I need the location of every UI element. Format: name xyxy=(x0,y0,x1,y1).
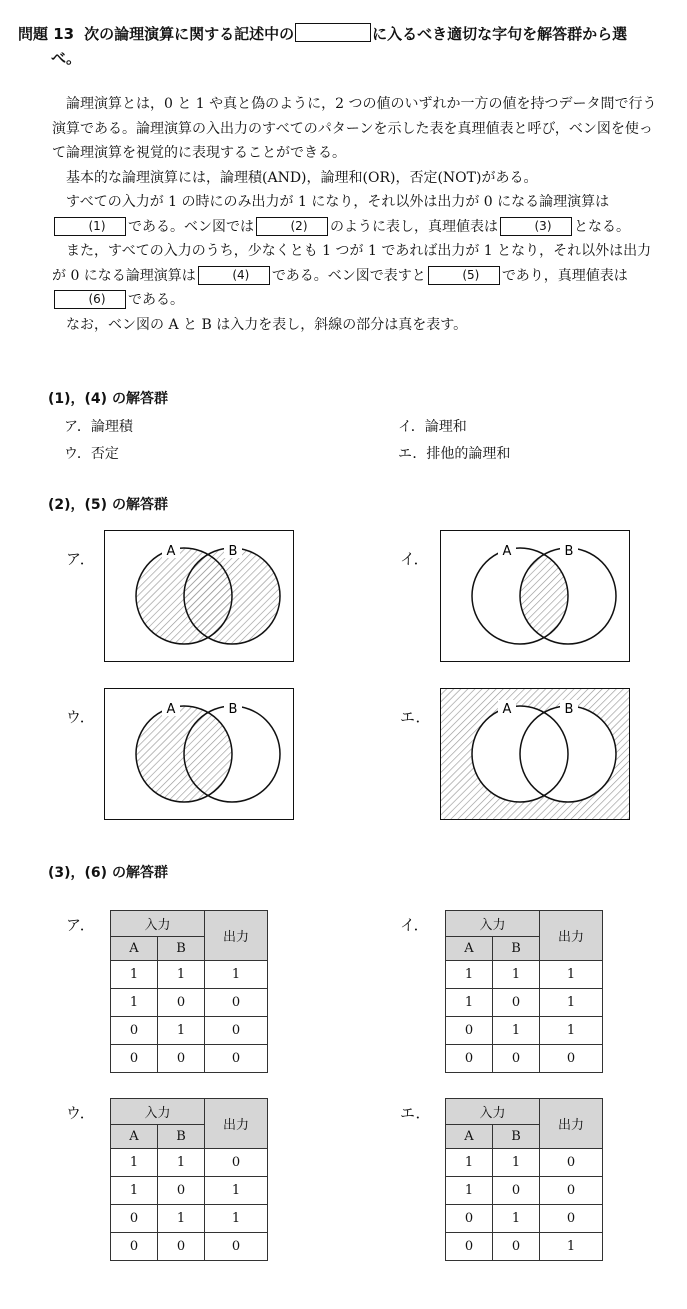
venn-a-diagram xyxy=(104,688,294,820)
group1-option-a: ア．論理積 xyxy=(64,419,133,435)
table-cell: 0 xyxy=(540,1045,603,1073)
table-row xyxy=(111,1233,268,1261)
table-cell: 1 xyxy=(540,989,603,1017)
question-title xyxy=(18,22,668,70)
table-cell: 0 xyxy=(540,1205,603,1233)
table-cell: 0 xyxy=(205,1149,268,1177)
venn-label-b: B xyxy=(564,702,574,717)
table-row xyxy=(111,1205,268,1233)
table-cell: 0 xyxy=(205,1233,268,1261)
table-cell: 0 xyxy=(493,1177,540,1205)
blank-2: (2) xyxy=(256,217,328,236)
table-cell: 1 xyxy=(493,961,540,989)
table-cell: 1 xyxy=(540,1233,603,1261)
table-row xyxy=(446,1017,603,1045)
header-col-a: A xyxy=(111,1125,158,1149)
table-cell: 1 xyxy=(111,1177,158,1205)
table-cell: 0 xyxy=(111,1045,158,1073)
table-cell: 0 xyxy=(493,989,540,1017)
table-cell: 0 xyxy=(446,1045,493,1073)
table-cell: 0 xyxy=(158,989,205,1017)
table-cell: 0 xyxy=(205,1017,268,1045)
header-output: 出力 xyxy=(205,911,268,961)
header-col-b: B xyxy=(158,1125,205,1149)
header-input: 入力 xyxy=(111,911,205,937)
table-cell: 0 xyxy=(158,1177,205,1205)
table-cell: 0 xyxy=(446,1205,493,1233)
venn-mark-u: ウ． xyxy=(66,708,95,726)
table-cell: 1 xyxy=(111,989,158,1017)
header-col-a: A xyxy=(446,1125,493,1149)
table-cell: 0 xyxy=(158,1045,205,1073)
table-row xyxy=(446,961,603,989)
header-output: 出力 xyxy=(540,911,603,961)
header-input: 入力 xyxy=(446,911,540,937)
table-cell: 0 xyxy=(446,1017,493,1045)
table-cell: 0 xyxy=(540,1149,603,1177)
table-cell: 0 xyxy=(111,1233,158,1261)
table-row xyxy=(111,1045,268,1073)
table-cell: 0 xyxy=(205,1045,268,1073)
table-cell: 0 xyxy=(205,989,268,1017)
table-cell: 1 xyxy=(493,1205,540,1233)
problem-body xyxy=(52,92,660,337)
table-row xyxy=(446,1045,603,1073)
header-output: 出力 xyxy=(205,1099,268,1149)
table-cell: 0 xyxy=(493,1233,540,1261)
blank-4: (4) xyxy=(198,266,270,285)
table-cell: 1 xyxy=(540,961,603,989)
header-col-b: B xyxy=(158,937,205,961)
table-cell: 1 xyxy=(493,1017,540,1045)
venn-label-a: A xyxy=(502,702,512,717)
table-cell: 1 xyxy=(205,1205,268,1233)
venn-label-a: A xyxy=(166,544,176,559)
paragraph-2: 基本的な論理演算には，論理積(AND)，論理和(OR)，否定(NOT)がある。 xyxy=(66,169,538,186)
header-input: 入力 xyxy=(446,1099,540,1125)
header-col-a: A xyxy=(446,937,493,961)
paragraph-3: すべての入力が 1 の時にのみ出力が 1 になり，それ以外は出力が 0 になる論理演算は(1) である。ベン図では (2) のように表し，真理値表は (3) となる。 xyxy=(52,190,660,239)
table-row xyxy=(446,1205,603,1233)
table-cell: 0 xyxy=(446,1233,493,1261)
question-text-b: に入るべき適切な字句を解答群から選 xyxy=(372,25,628,43)
table-cell: 0 xyxy=(158,1233,205,1261)
table-cell: 1 xyxy=(540,1017,603,1045)
table-cell: 1 xyxy=(158,961,205,989)
table-cell: 1 xyxy=(205,1177,268,1205)
table-mark-u: ウ． xyxy=(66,1104,95,1122)
blank-6: (6) xyxy=(54,290,126,309)
table-mark-e: エ． xyxy=(400,1104,431,1122)
header-input: 入力 xyxy=(111,1099,205,1125)
venn-mark-a: ア． xyxy=(66,550,95,568)
blank-3: (3) xyxy=(500,217,572,236)
title-blank-box xyxy=(295,23,371,42)
group3-heading: (3)，(6) の解答群 xyxy=(48,865,168,881)
table-cell: 0 xyxy=(111,1017,158,1045)
table-row xyxy=(111,989,268,1017)
venn-label-b: B xyxy=(228,702,238,717)
venn-nor-diagram xyxy=(440,688,630,820)
paragraph-4: また，すべての入力のうち，少なくとも 1 つが 1 であれば出力が 1 となり，それ以外は出力が 0 になる論理演算は (4) である。ベン図で表すと (5) であり，真理値表は(6) である。 xyxy=(52,243,652,308)
table-row xyxy=(446,1149,603,1177)
blank-5: (5) xyxy=(428,266,500,285)
table-row xyxy=(111,1177,268,1205)
group1-heading: (1)，(4) の解答群 xyxy=(48,391,168,407)
table-cell: 1 xyxy=(493,1149,540,1177)
venn-and-diagram xyxy=(440,530,630,662)
table-cell: 1 xyxy=(446,961,493,989)
table-cell: 0 xyxy=(493,1045,540,1073)
venn-mark-i: イ． xyxy=(400,550,429,568)
venn-label-a: A xyxy=(166,702,176,717)
question-text-c: べ。 xyxy=(51,49,82,67)
table-cell: 1 xyxy=(111,1149,158,1177)
paragraph-5: なお，ベン図の A と B は入力を表し，斜線の部分は真を表す。 xyxy=(66,316,468,333)
table-row xyxy=(446,1177,603,1205)
venn-mark-e: エ． xyxy=(400,708,431,726)
header-col-a: A xyxy=(111,937,158,961)
venn-label-b: B xyxy=(564,544,574,559)
blank-1: (1) xyxy=(54,217,126,236)
table-cell: 1 xyxy=(446,1149,493,1177)
venn-or-diagram xyxy=(104,530,294,662)
truth-table xyxy=(445,1098,603,1261)
header-output: 出力 xyxy=(540,1099,603,1149)
table-row xyxy=(111,1017,268,1045)
table-mark-a: ア． xyxy=(66,916,95,934)
table-row xyxy=(446,989,603,1017)
venn-label-a: A xyxy=(502,544,512,559)
question-text-a: 次の論理演算に関する記述中の xyxy=(84,25,295,43)
table-row xyxy=(446,1233,603,1261)
table-cell: 1 xyxy=(111,961,158,989)
table-cell: 1 xyxy=(446,1177,493,1205)
table-cell: 1 xyxy=(446,989,493,1017)
venn-label-b: B xyxy=(228,544,238,559)
table-cell: 1 xyxy=(158,1017,205,1045)
table-cell: 1 xyxy=(158,1205,205,1233)
truth-table xyxy=(445,910,603,1073)
group1-option-i: イ．論理和 xyxy=(398,419,467,435)
header-col-b: B xyxy=(493,1125,540,1149)
table-cell: 0 xyxy=(111,1205,158,1233)
header-col-b: B xyxy=(493,937,540,961)
table-cell: 1 xyxy=(205,961,268,989)
table-mark-i: イ． xyxy=(400,916,429,934)
paragraph-1: 論理演算とは，0 と 1 や真と偽のように，2 つの値のいずれか一方の値を持つデータ間で行う演算である。論理演算の入出力のすべてのパターンを示した表を真理値表と呼び，ベン図を使って論理演算を視覚的に表現することができる。 xyxy=(52,96,657,161)
group2-heading: (2)，(5) の解答群 xyxy=(48,497,168,513)
group1-option-u: ウ．否定 xyxy=(64,446,119,462)
question-number: 問題 13 xyxy=(18,25,75,43)
group1-option-e: エ．排他的論理和 xyxy=(398,446,511,462)
truth-table xyxy=(110,1098,268,1261)
table-cell: 1 xyxy=(158,1149,205,1177)
table-row xyxy=(111,1149,268,1177)
table-row xyxy=(111,961,268,989)
truth-table xyxy=(110,910,268,1073)
table-cell: 0 xyxy=(540,1177,603,1205)
